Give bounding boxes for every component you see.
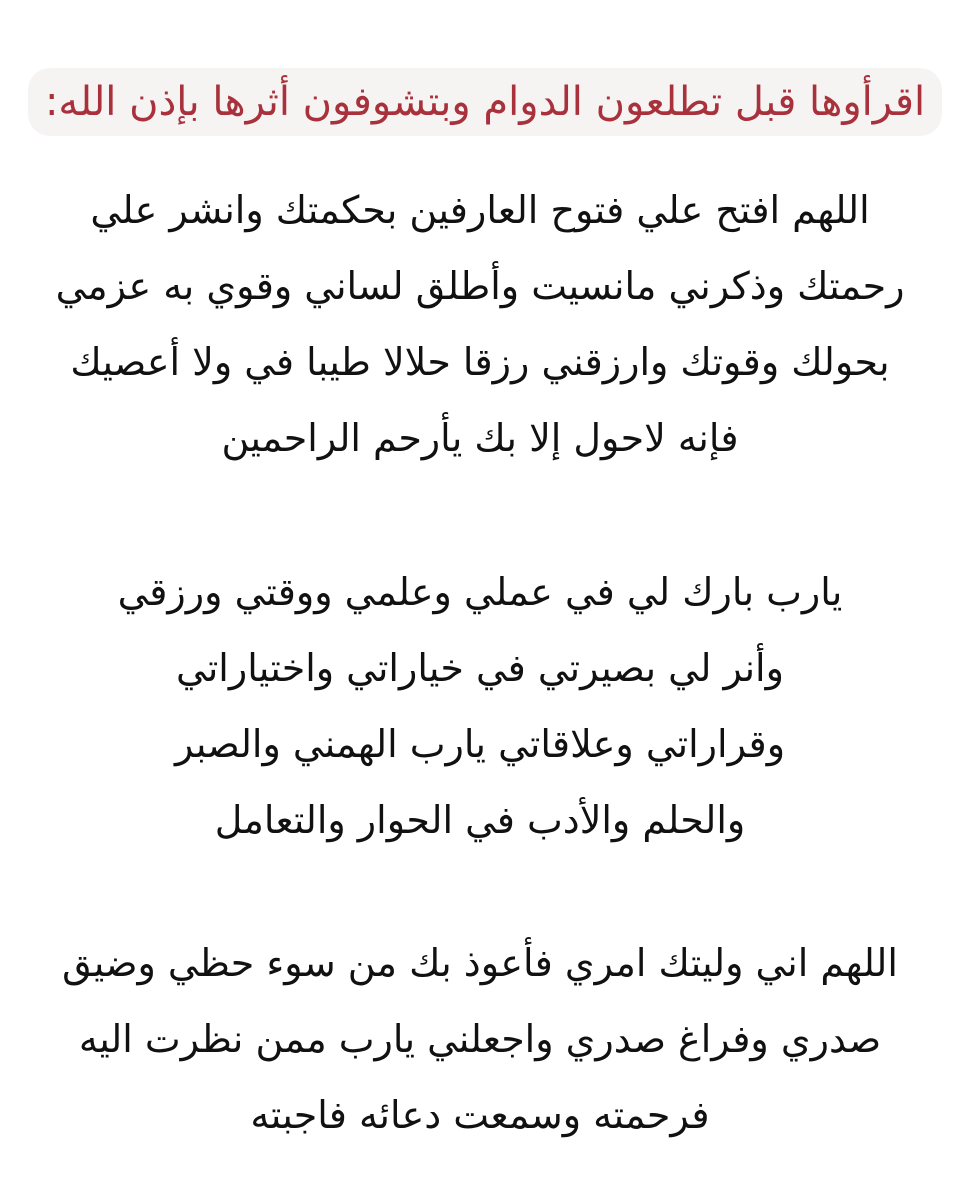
title-banner (28, 68, 942, 136)
paragraph-line: يارب بارك لي في عملي وعلمي ووقتي ورزقي (117, 570, 843, 614)
paragraph-line: رحمتك وذكرني مانسيت وأطلق لساني وقوي به عزمي (55, 264, 905, 308)
paragraph-line: اللهم اني وليتك امري فأعوذ بك من سوء حظي وضيق (62, 941, 898, 985)
paragraph-line: فرحمته وسمعت دعائه فاجبته (250, 1093, 710, 1137)
paragraph-dua-2 (40, 554, 920, 858)
paragraph-line: فإنه لاحول إلا بك يأرحم الراحمين (221, 416, 739, 460)
paragraph-line: صدري وفراغ صدري واجعلني يارب ممن نظرت اليه (78, 1017, 882, 1061)
paragraph-line: بحولك وقوتك وارزقني رزقا حلالا طيبا في ولا أعصيك (70, 340, 890, 384)
paragraph-line: اللهم افتح علي فتوح العارفين بحكمتك وانشر علي (90, 188, 870, 232)
paragraph-line: والحلم والأدب في الحوار والتعامل (214, 798, 746, 842)
paragraph-dua-1 (40, 172, 920, 476)
paragraph-line: وأنر لي بصيرتي في خياراتي واختياراتي (176, 646, 784, 690)
paragraph-dua-3 (40, 925, 920, 1153)
paragraph-line: وقراراتي وعلاقاتي يارب الهمني والصبر (174, 722, 786, 766)
page-title: اقرأوها قبل تطلعون الدوام وبتشوفون أثرها بإذن الله: (44, 79, 926, 125)
